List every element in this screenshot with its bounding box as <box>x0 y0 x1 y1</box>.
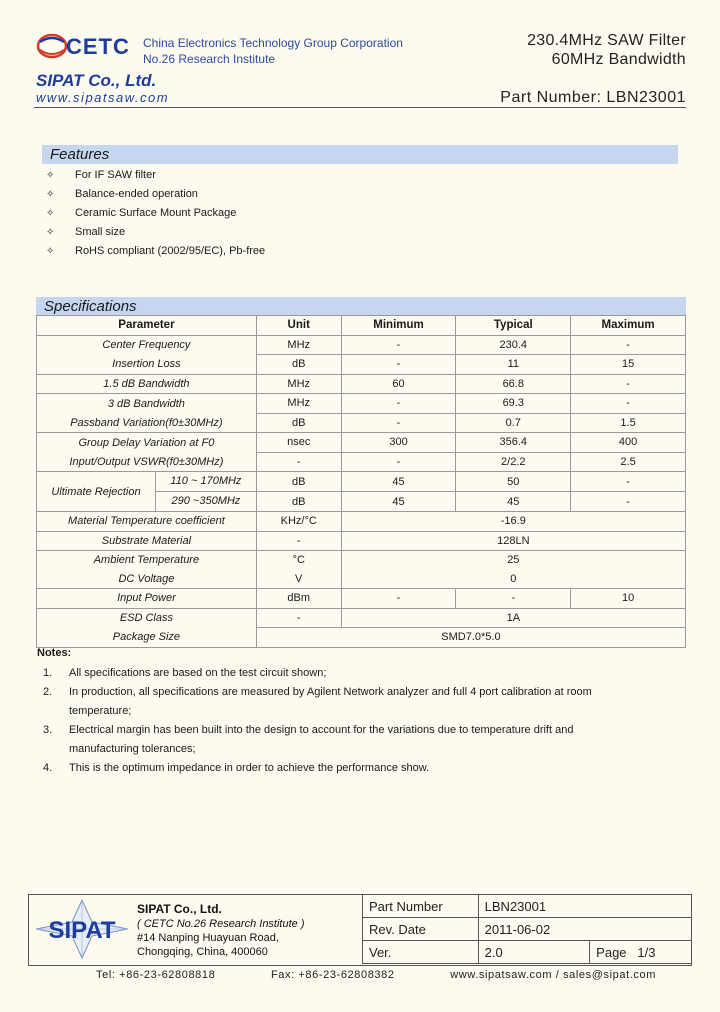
table-row: Material Temperature coefficient KHz/°C -16.9 <box>37 512 686 532</box>
header-divider <box>34 107 686 108</box>
features-heading: Features <box>42 145 678 164</box>
fax: Fax: +86-23-62808382 <box>270 969 395 981</box>
footer-address: ( CETC No.26 Research Institute ) #14 Nanping Huayuan Road, Chongqing, China, 400060 <box>137 918 305 958</box>
list-item: 1. All specifications are based on the test circuit shown; <box>43 667 327 679</box>
column-header: Unit <box>256 316 341 336</box>
rejection-range: 290 ~350MHz <box>171 495 241 507</box>
sipat-logo-icon <box>34 898 130 960</box>
list-item: ✧ Small size <box>46 223 265 242</box>
revision-table <box>362 894 692 964</box>
website-link[interactable]: www.sipatsaw.com <box>36 90 170 105</box>
list-item: 3. Electrical margin has been built into the design to account for the variations due to temperature drift and manufacturing tolerances; <box>43 724 574 755</box>
telephone: Tel: +86-23-62808818 <box>96 969 216 981</box>
contact-line <box>96 969 656 981</box>
table-row: DC Voltage V 0 <box>37 570 686 589</box>
table-row: Package Size SMD7.0*5.0 <box>37 628 686 648</box>
table-row: Input Power dBm - - 10 <box>37 589 686 609</box>
bullet-icon: ✧ <box>46 170 55 181</box>
specifications-table <box>36 315 686 648</box>
corporation-name <box>143 35 403 67</box>
table-row: Ultimate Rejection 110 ~ 170MHz 290 ~350MHz dB 45 50 - <box>37 472 686 492</box>
table-row: 1.5 dB Bandwidth MHz 60 66.8 - <box>37 374 686 394</box>
list-item: 2. In production, all specifications are measured by Agilent Network analyzer and full 4 port calibration at room temperature; <box>43 686 592 717</box>
bullet-icon: ✧ <box>46 227 55 238</box>
column-header: Maximum <box>571 316 686 336</box>
notes-heading: Notes: <box>37 647 72 659</box>
table-row: 3 dB Bandwidth MHz - 69.3 - <box>37 394 686 414</box>
table-row: dB 45 45 - <box>37 492 686 512</box>
company-name: SIPAT Co., Ltd. <box>36 71 157 90</box>
column-header: Typical <box>456 316 571 336</box>
table-row: Ver. 2.0 Page 1/3 <box>363 941 692 964</box>
table-row: ESD Class - 1A <box>37 608 686 628</box>
web-and-email[interactable]: www.sipatsaw.com / sales@sipat.com <box>450 969 656 981</box>
notes-list <box>43 664 643 778</box>
part-number: Part Number: LBN23001 <box>500 89 686 106</box>
features-list <box>46 166 265 261</box>
footer-company: SIPAT Co., Ltd. <box>137 902 222 916</box>
corporation-line-1: China Electronics Technology Group Corporation <box>143 36 403 50</box>
rejection-label: Ultimate Rejection <box>51 485 141 498</box>
column-header: Parameter <box>37 316 257 336</box>
column-header: Minimum <box>341 316 456 336</box>
table-row: Group Delay Variation at F0 nsec 300 356.4 400 <box>37 433 686 453</box>
table-row: Passband Variation(f0±30MHz) dB - 0.7 1.5 <box>37 413 686 433</box>
bullet-icon: ✧ <box>46 189 55 200</box>
product-title-line-1: 230.4MHz SAW Filter <box>527 32 686 49</box>
product-title-line-2: 60MHz Bandwidth <box>551 51 686 68</box>
table-row: Part Number LBN23001 <box>363 895 692 918</box>
table-row: Center Frequency MHz - 230.4 - <box>37 335 686 355</box>
list-item: 4. This is the optimum impedance in order to achieve the performance show. <box>43 762 430 774</box>
list-item: ✧ RoHS compliant (2002/95/EC), Pb-free <box>46 242 265 261</box>
table-row: Rev. Date 2011-06-02 <box>363 918 692 941</box>
table-row: Insertion Loss dB - 11 15 <box>37 355 686 375</box>
bullet-icon: ✧ <box>46 246 55 257</box>
rejection-range: 110 ~ 170MHz <box>156 472 256 492</box>
table-row: Ambient Temperature °C 25 <box>37 551 686 570</box>
product-title <box>527 31 686 69</box>
list-item: ✧ Ceramic Surface Mount Package <box>46 204 265 223</box>
specifications-heading: Specifications <box>36 297 686 316</box>
table-row: Substrate Material - 128LN <box>37 531 686 551</box>
bullet-icon: ✧ <box>46 208 55 219</box>
list-item: ✧ Balance-ended operation <box>46 185 265 204</box>
list-item: ✧ For IF SAW filter <box>46 166 265 185</box>
cetc-logo-text: CETC <box>66 34 130 59</box>
sipat-logo-text: SIPAT <box>48 917 116 944</box>
table-header-row <box>37 316 686 336</box>
table-row: Input/Output VSWR(f0±30MHz) - - 2/2.2 2.5 <box>37 452 686 472</box>
corporation-line-2: No.26 Research Institute <box>143 52 276 66</box>
